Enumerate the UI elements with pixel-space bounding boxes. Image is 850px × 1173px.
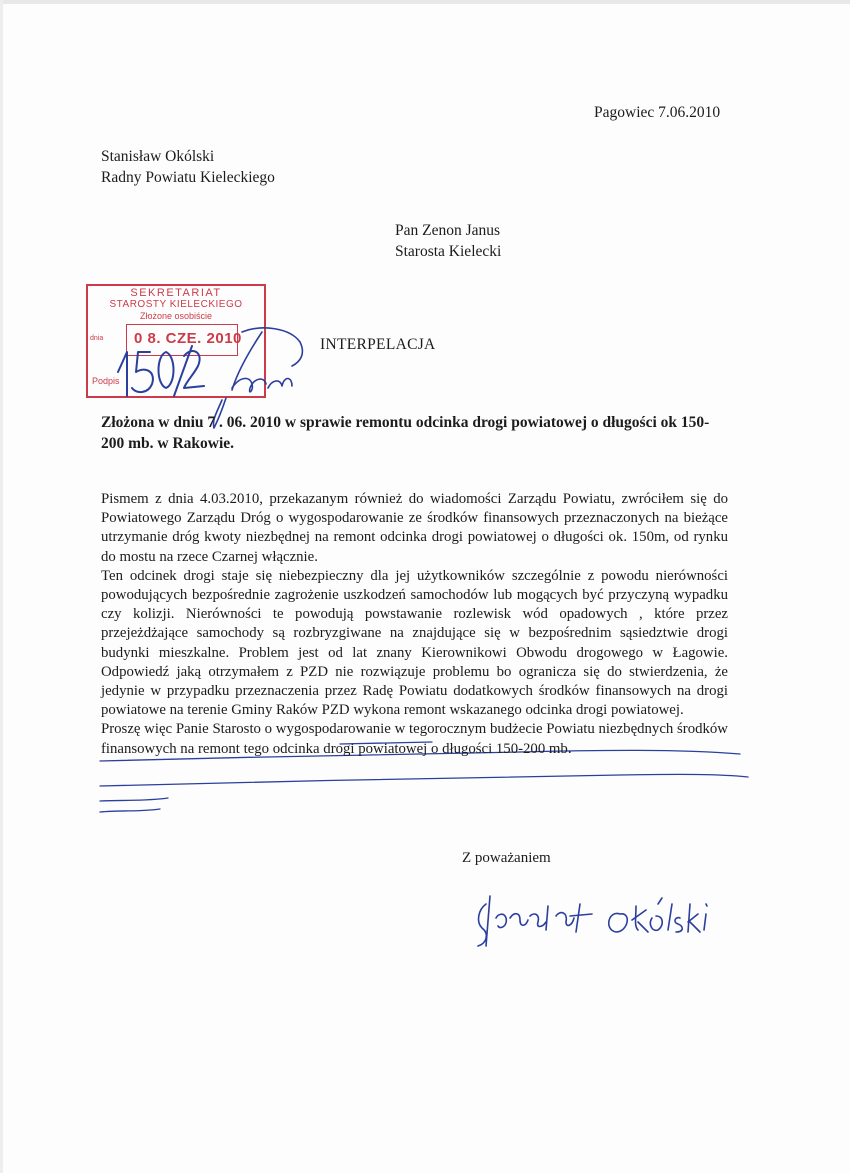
closing-salutation: Z poważaniem [462,850,551,866]
body-paragraph: Proszę więc Panie Starosto o wygospodarowanie w tegorocznym budżecie Powiatu niezbędnych środków finansowych na remont tego odcinka drogi powiatowej o długości 150-200 mb. [101,721,728,757]
sender-role: Radny Powiatu Kieleckiego [101,169,275,186]
recipient-block [395,220,501,262]
recipient-name: Pan Zenon Janus [395,222,501,239]
stamp-side-label: dnia [90,335,104,342]
sender-name: Stanisław Okólski [101,148,215,165]
document-title: INTERPELACJA [320,336,436,353]
scan-edge [0,0,850,4]
letter-body [101,490,728,759]
recipient-role: Starosta Kielecki [395,243,502,260]
body-paragraph: Pismem z dnia 4.03.2010, przekazanym również do wiadomości Zarządu Powiatu, zwróciłem się do Powiatowego Zarządu Dróg o wygospodarowanie ze środków finansowych przeznaczonych na bieżące utrzymanie dróg kwoty niezbędnej na remont odcinka drogi powiatowej o długości ok. 150m, od rynku do mostu na rzece Czarnej włącznie. [101,491,728,565]
subject-line: Złożona w dniu 7 . 06. 2010 w sprawie remontu odcinka drogi powiatowej o długości ok 150-200 mb. w Rakowie. [101,414,710,452]
stamp-signature-label: Podpis [92,376,120,386]
scan-edge [0,0,3,1173]
stamp-authority: STAROSTY KIELECKIEGO [109,299,243,310]
sender-block [101,146,275,188]
stamp-date: 0 8. CZE. 2010 [134,330,242,347]
stamp-office: SEKRETARIAT [130,287,222,299]
body-paragraph: Ten odcinek drogi staje się niebezpieczny dla jej użytkowników szczególnie z powodu nierówności powodujących bezpośrednie zagrożenie uszkodzeń samochodów lub mogących być przyczyną wypadku czy kolizji. Nierówności te powodują powstawanie rozlewisk wód opadowych , które przez przejeżdżające samochody są rozbryzgiwane na znajdujące się w bezpośrednim sąsiedztwie drogi budynki mieszkalne. Problem jest od lat znany Kierownikowi Obwodu drogowego w Łagowie. Odpowiedź jaką otrzymałem z PZD nie rozwiązuje problemu bo ogranicza się do stwierdzenia, że jedynie w przypadku przeznaczenia przez Radę Powiatu dodatkowych środków finansowych na drogi powiatowe na terenie Gminy Raków PZD wykona remont wskazanego odcinka drogi powiatowej. [101,567,728,719]
stamp-delivery-note: Złożone osobiście [139,311,213,321]
place-date: Pagowiec 7.06.2010 [594,104,721,121]
registry-stamp [86,284,266,398]
author-signature [478,896,707,946]
